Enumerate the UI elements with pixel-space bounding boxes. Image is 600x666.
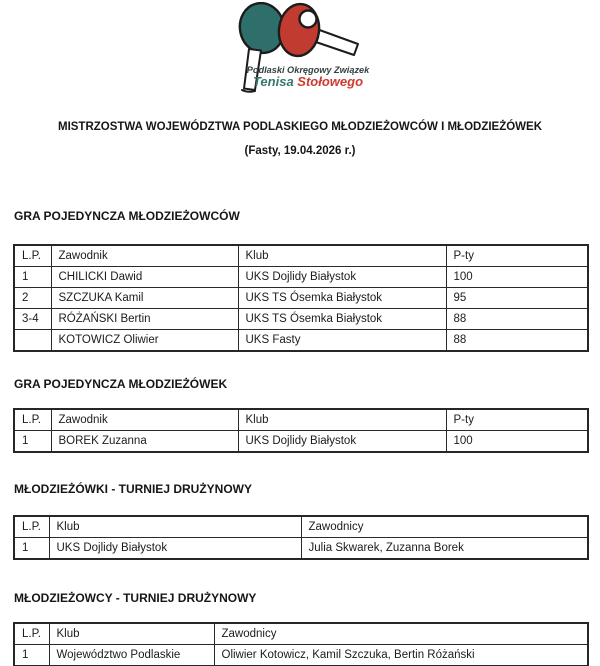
column-header: L.P. (14, 245, 51, 267)
results-table-singles-men (13, 244, 589, 352)
section-heading-gra-pojedyncza-mlodziezowek: GRA POJEDYNCZA MŁODZIEŻÓWEK (14, 377, 228, 391)
column-header: L.P. (14, 409, 51, 431)
logo-org-subname (253, 74, 363, 89)
document-title: MISTRZOSTWA WOJEWÓDZTWA PODLASKIEGO MŁODZIEŻOWCÓW I MŁODZIEŻÓWEK (57, 121, 543, 133)
column-header: Zawodnik (51, 245, 238, 267)
organization-logo (228, 2, 388, 94)
table-row (14, 645, 588, 666)
table-cell: BOREK Zuzanna (51, 431, 238, 453)
column-header: Zawodnicy (301, 516, 588, 538)
results-table (13, 515, 589, 560)
table-header-row (14, 245, 588, 267)
table-cell: 1 (14, 431, 51, 453)
table-cell: Julia Skwarek, Zuzanna Borek (301, 538, 588, 560)
results-table (13, 244, 589, 352)
table-cell: 3-4 (14, 309, 51, 330)
table-cell: Województwo Podlaskie (49, 645, 214, 666)
document-title-block (0, 115, 600, 163)
table-row (14, 330, 588, 352)
column-header: Klub (238, 245, 446, 267)
logo-org-name: Podlaski Okręgowy Związek (246, 65, 370, 75)
table-row (14, 267, 588, 288)
table-header-row (14, 516, 588, 538)
table-header-row (14, 409, 588, 431)
table-cell: 1 (14, 645, 49, 666)
table-cell: KOTOWICZ Oliwier (51, 330, 238, 352)
column-header: Zawodnicy (214, 623, 588, 645)
table-row (14, 309, 588, 330)
table-cell: UKS Fasty (238, 330, 446, 352)
results-table (13, 408, 589, 453)
table-cell: 95 (446, 288, 588, 309)
column-header: L.P. (14, 623, 49, 645)
table-cell: 100 (446, 267, 588, 288)
red-paddle-icon (276, 2, 358, 58)
table-row (14, 288, 588, 309)
table-cell: UKS TS Ósemka Białystok (238, 288, 446, 309)
table-cell: 1 (14, 538, 49, 560)
section-heading-gra-pojedyncza-mlodziezowcow: GRA POJEDYNCZA MŁODZIEŻOWCÓW (14, 209, 240, 223)
column-header: Klub (49, 516, 301, 538)
table-cell: 88 (446, 309, 588, 330)
table-cell: 100 (446, 431, 588, 453)
table-row (14, 431, 588, 453)
section-heading-mlodziezowcy-turniej-druzynowy: MŁODZIEŻOWCY - TURNIEJ DRUŻYNOWY (14, 591, 257, 605)
table-cell: UKS Dojlidy Białystok (49, 538, 301, 560)
results-table-team-men (13, 622, 589, 666)
table-cell: 2 (14, 288, 51, 309)
document-subtitle: (Fasty, 19.04.2026 r.) (244, 145, 356, 157)
table-cell: UKS TS Ósemka Białystok (238, 309, 446, 330)
column-header: P-ty (446, 409, 588, 431)
table-tennis-logo-graphic (228, 2, 388, 94)
table-cell (14, 330, 51, 352)
table-cell: CHILICKI Dawid (51, 267, 238, 288)
column-header: L.P. (14, 516, 49, 538)
table-cell: SZCZUKA Kamil (51, 288, 238, 309)
table-cell: UKS Dojlidy Białystok (238, 267, 446, 288)
results-table-singles-women (13, 408, 589, 453)
column-header: Klub (238, 409, 446, 431)
logo-word-tenisa: Tenisa (252, 74, 298, 89)
ball-icon (300, 11, 317, 28)
column-header: Klub (49, 623, 214, 645)
table-cell: Oliwier Kotowicz, Kamil Szczuka, Bertin Różański (214, 645, 588, 666)
table-cell: 88 (446, 330, 588, 352)
results-table-team-women (13, 515, 589, 560)
results-table (13, 622, 589, 666)
table-row (14, 538, 588, 560)
table-cell: UKS Dojlidy Białystok (238, 431, 446, 453)
table-cell: 1 (14, 267, 51, 288)
table-cell: RÓŻAŃSKI Bertin (51, 309, 238, 330)
column-header: Zawodnik (51, 409, 238, 431)
column-header: P-ty (446, 245, 588, 267)
logo-word-stolowego: Stołowego (297, 74, 364, 89)
section-heading-mlodziezowki-turniej-druzynowy: MŁODZIEŻÓWKI - TURNIEJ DRUŻYNOWY (14, 482, 252, 496)
table-header-row (14, 623, 588, 645)
